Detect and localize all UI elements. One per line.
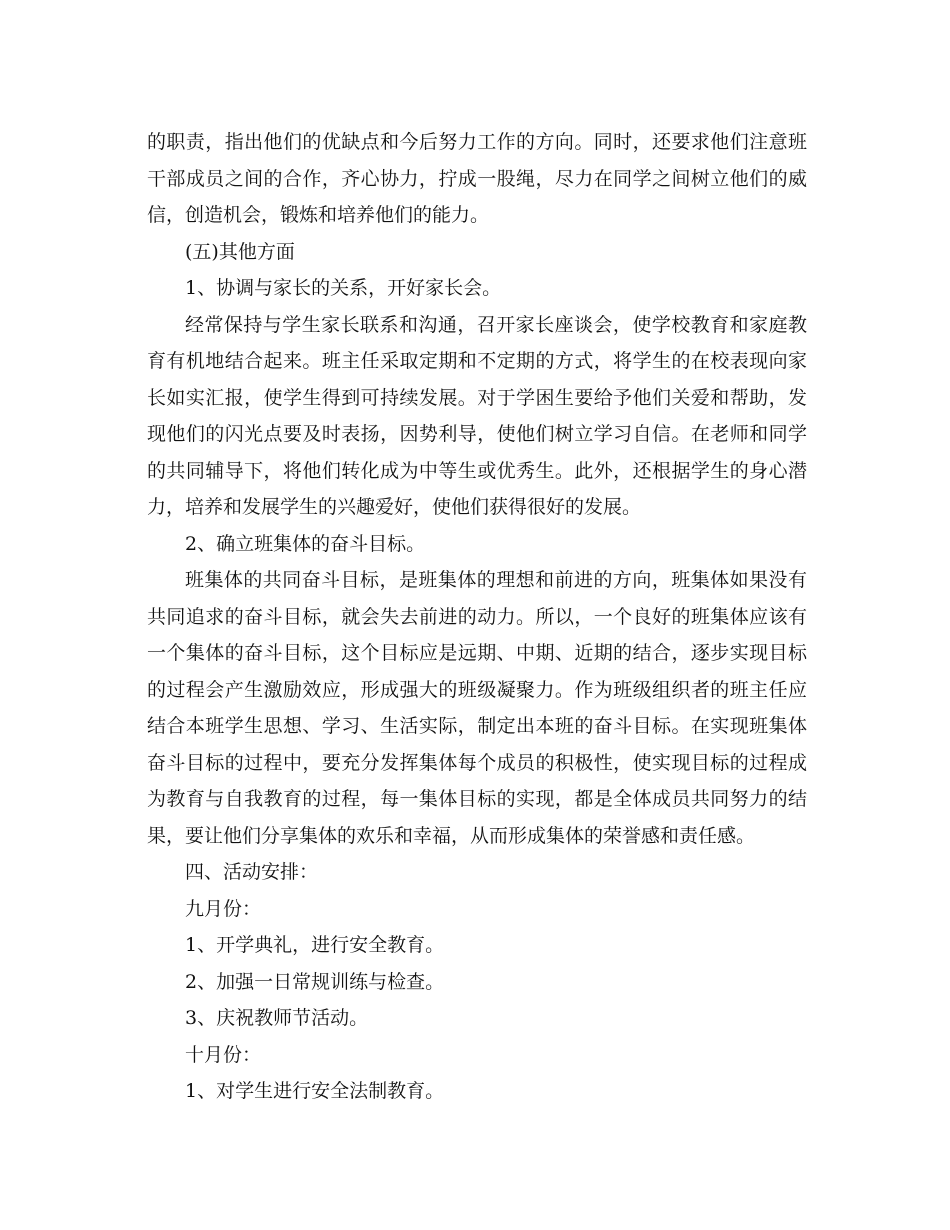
section-heading-other-aspects: (五)其他方面: [185, 240, 295, 263]
month-heading-september: 九月份：: [185, 897, 262, 920]
section-heading-activities: 四、活动安排：: [185, 861, 319, 883]
document-body: [147, 124, 807, 1110]
item-parent-relations: 1、协调与家长的关系，开好家长会。: [185, 277, 502, 299]
list-item: 1、对学生进行安全法制教育。: [185, 1080, 445, 1102]
paragraph-duties-continued: 的职责，指出他们的优缺点和今后努力工作的方向。同时，还要求他们注意班干部成员之间的合作，齐心协力，拧成一股绳，尽力在同学之间树立他们的威信，创造机会，锻炼和培养他们的能力。: [147, 131, 807, 226]
list-item: 1、开学典礼，进行安全教育。: [185, 934, 445, 956]
paragraph-parent-communication: 经常保持与学生家长联系和沟通，召开家长座谈会，使学校教育和家庭教育有机地结合起来。班主任采取定期和不定期的方式，将学生的在校表现向家长如实汇报，使学生得到可持续发展。对于学困生要给予他们关爱和帮助，发现他们的闪光点要及时表扬，因势利导，使他们树立学习自信。在老师和同学的共同辅导下，将他们转化成为中等生或优秀生。此外，还根据学生的身心潜力，培养和发展学生的兴趣爱好，使他们获得很好的发展。: [147, 313, 807, 518]
month-heading-october: 十月份：: [185, 1043, 262, 1066]
item-class-goal: 2、确立班集体的奋斗目标。: [185, 532, 426, 555]
list-item: 3、庆祝教师节活动。: [185, 1007, 369, 1029]
list-item: 2、加强一日常规训练与检查。: [185, 970, 445, 993]
paragraph-class-goal: 班集体的共同奋斗目标，是班集体的理想和前进的方向，班集体如果没有共同追求的奋斗目标，就会失去前进的动力。所以，一个良好的班集体应该有一个集体的奋斗目标，这个目标应是远期、中期、近期的结合，逐步实现目标的过程会产生激励效应，形成强大的班级凝聚力。作为班级组织者的班主任应结合本班学生思想、学习、生活实际，制定出本班的奋斗目标。在实现班集体奋斗目标的过程中，要充分发挥集体每个成员的积极性，使实现目标的过程成为教育与自我教育的过程，每一集体目标的实现，都是全体成员共同努力的结果，要让他们分享集体的欢乐和幸福，从而形成集体的荣誉感和责任感。: [147, 569, 807, 847]
